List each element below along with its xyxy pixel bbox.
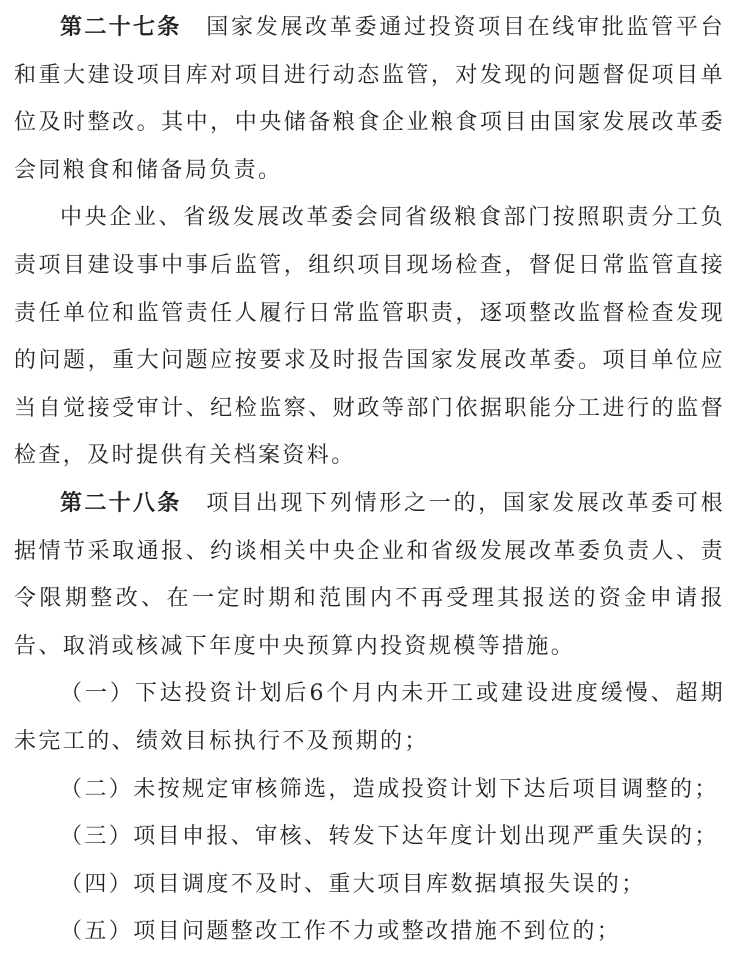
list-item: （三）项目申报、审核、转发下达年度计划出现严重失误的； bbox=[60, 824, 719, 850]
article-27-second-paragraph: 中央企业、省级发展改革委会同省级粮食部门按照职责分工负责项目建设事中事后监管，组织项目现场检查，督促日常监管直接责任单位和监管责任人履行日常监管职责，逐项整改监督检查发现的问题，重大问题应按要求及时报告国家发展改革委。项目单位应当自觉接受审计、纪检监察、财政等部门依据职能分工进行的监督检查，及时提供有关档案资料。 bbox=[14, 205, 725, 469]
article-28-body: 项目出现下列情形之一的，国家发展改革委可根据情节采取通报、约谈相关中央企业和省级发展改革委负责人、责令限期整改、在一定时期和范围内不再受理其报送的资金申请报告、取消或核减下年度中央预算内投资规模等措施。 bbox=[14, 490, 725, 659]
article-27-body: 国家发展改革委通过投资项目在线审批监管平台和重大建设项目库对项目进行动态监管，对发现的问题督促项目单位及时整改。其中，中央储备粮食企业粮食项目由国家发展改革委会同粮食和储备局负责。 bbox=[14, 15, 725, 183]
article-28-heading: 第二十八条 bbox=[60, 490, 182, 516]
article-28-paragraph bbox=[14, 480, 725, 670]
list-item: （四）项目调度不及时、重大项目库数据填报失误的； bbox=[60, 871, 646, 897]
article-27-paragraph bbox=[14, 4, 725, 194]
list-item: （一）下达投资计划后6个月内未开工或建设进度缓慢、超期未完工的、绩效目标执行不及预期的； bbox=[14, 681, 725, 754]
list-item: （二）未按规定审核筛选，造成投资计划下达后项目调整的； bbox=[60, 776, 719, 802]
list-item: （五）项目问题整改工作不力或整改措施不到位的； bbox=[60, 919, 622, 945]
article-27-heading: 第二十七条 bbox=[60, 15, 182, 40]
